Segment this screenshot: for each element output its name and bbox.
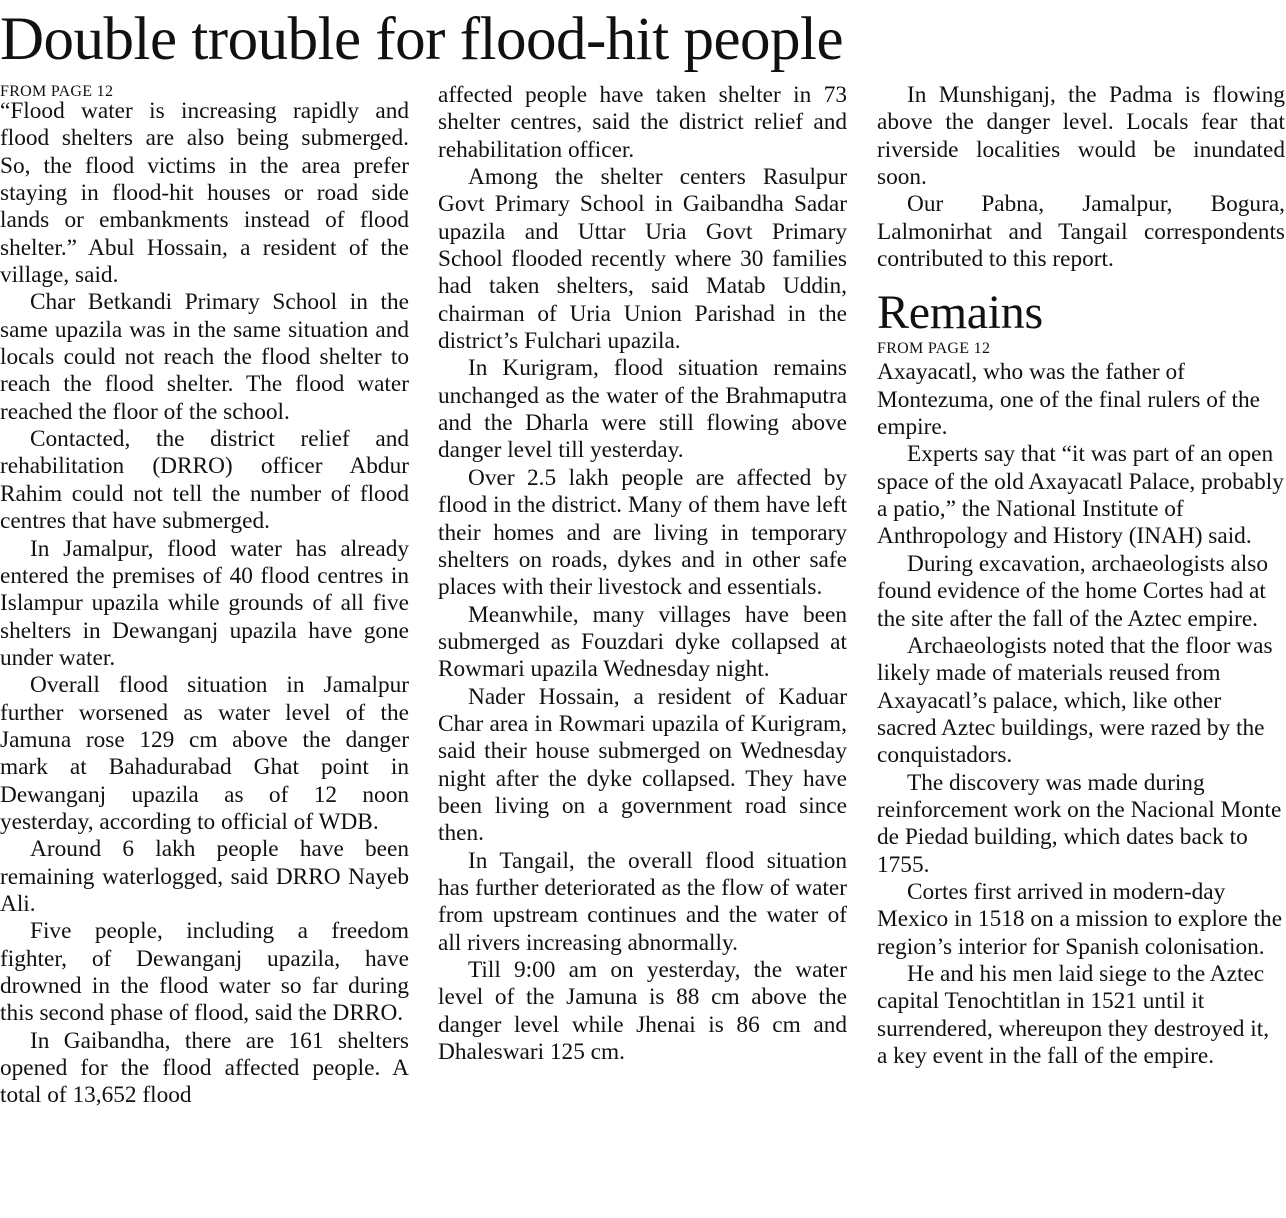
article-paragraph: “Flood water is increasing rapidly and flood shelters are also being submerged. So, the flood victims in the area prefer staying in flood-hit houses or road side lands or embankments instead of flood shelter.” Abul Hossain, a resident of the village, said.: [0, 98, 409, 289]
article-paragraph: Nader Hossain, a resident of Kaduar Char area in Rowmari upazila of Kurigram, said their house submerged on Wednesday night after the dyke collapsed. They have been living on a government road since then.: [438, 683, 847, 847]
article-paragraph: Char Betkandi Primary School in the same upazila was in the same situation and locals could not reach the flood shelter to reach the flood shelter. The flood water reached the floor of the school.: [0, 289, 409, 425]
article-paragraph: During excavation, archaeologists also found evidence of the home Cortes had at the site after the fall of the Aztec empire.: [877, 550, 1268, 632]
article-column-2: [438, 82, 847, 1066]
article-headline: Double trouble for flood-hit people: [0, 6, 844, 73]
article-paragraph: Around 6 lakh people have been remaining waterlogged, said DRRO Nayeb Ali.: [0, 836, 409, 917]
article-paragraph: Over 2.5 lakh people are affected by flood in the district. Many of them have left their homes and are living in temporary shelters on roads, dykes and in other safe places with their livestock and essentials.: [438, 464, 847, 601]
article-paragraph: In Tangail, the overall flood situation has further deteriorated as the flow of water from upstream continues and the water of all rivers increasing abnormally.: [438, 847, 847, 956]
remains-kicker: FROM PAGE 12: [877, 340, 991, 358]
remains-headline: Remains: [877, 286, 1043, 340]
article-paragraph: The discovery was made during reinforcement work on the Nacional Monte de Piedad building, which dates back to 1755.: [877, 769, 1282, 878]
article-paragraph: Among the shelter centers Rasulpur Govt Primary School in Gaibandha Sadar upazila and Uttar Uria Govt Primary School flooded recently where 30 families had taken shelters, said Matab Uddin, chairman of Uria Union Parishad in the district’s Fulchari upazila.: [438, 164, 847, 355]
article-paragraph: Cortes first arrived in modern-day Mexico in 1518 on a mission to explore the region’s interior for Spanish colonisation.: [877, 878, 1283, 960]
article-paragraph: Till 9:00 am on yesterday, the water level of the Jamuna is 88 cm above the danger level while Jhenai is 86 cm and Dhaleswari 125 cm.: [438, 957, 847, 1066]
article-paragraph: Our Pabna, Jamalpur, Bogura, Lalmonirhat and Tangail correspondents contributed to this report.: [877, 191, 1285, 273]
article-paragraph: In Kurigram, flood situation remains unchanged as the water of the Brahmaputra and the Dharla were still flowing above danger level till yesterday.: [438, 355, 847, 464]
article-paragraph: Five people, including a freedom fighter, of Dewanganj upazila, have drowned in the flood water so far during this second phase of flood, said the DRRO.: [0, 918, 409, 1027]
article-paragraph: In Jamalpur, flood water has already entered the premises of 40 flood centres in Islampur upazila while grounds of all five shelters in Dewanganj upazila have gone under water.: [0, 535, 409, 671]
article-paragraph: Meanwhile, many villages have been submerged as Fouzdari dyke collapsed at Rowmari upazila Wednesday night.: [438, 601, 847, 683]
article-paragraph: In Munshiganj, the Padma is flowing above the danger level. Locals fear that riverside localities would be inundated soon.: [877, 82, 1285, 191]
jump-kicker: FROM PAGE 12: [0, 83, 114, 100]
remains-article: [877, 287, 1285, 1070]
article-paragraph: He and his men laid siege to the Aztec capital Tenochtitlan in 1521 until it surrendered, whereupon they destroyed it, a key event in the fall of the empire.: [877, 960, 1270, 1069]
article-paragraph: Contacted, the district relief and rehabilitation (DRRO) officer Abdur Rahim could not tell the number of flood centres that have submerged.: [0, 426, 409, 535]
article-paragraph: Axayacatl, who was the father of Montezuma, one of the final rulers of the empire.: [877, 359, 1260, 441]
article-column-3: [877, 82, 1285, 1070]
article-column-1: [0, 82, 409, 1110]
article-paragraph: In Gaibandha, there are 161 shelters opened for the flood affected people. A total of 13,652 flood: [0, 1027, 409, 1109]
article-paragraph: Overall flood situation in Jamalpur further worsened as water level of the Jamuna rose 129 cm above the danger mark at Bahadurabad Ghat point in Dewanganj upazila as of 12 noon yesterday, according to official of WDB.: [0, 672, 409, 835]
article-paragraph: Archaeologists noted that the floor was likely made of materials reused from Axayacatl’s palace, which, like other sacred Aztec buildings, were razed by the conquistadors.: [877, 632, 1273, 769]
article-paragraph: affected people have taken shelter in 73 shelter centres, said the district relief and rehabilitation officer.: [438, 82, 847, 163]
article-paragraph: Experts say that “it was part of an open space of the old Axayacatl Palace, probably a patio,” the National Institute of Anthropology and History (INAH) said.: [877, 441, 1284, 550]
